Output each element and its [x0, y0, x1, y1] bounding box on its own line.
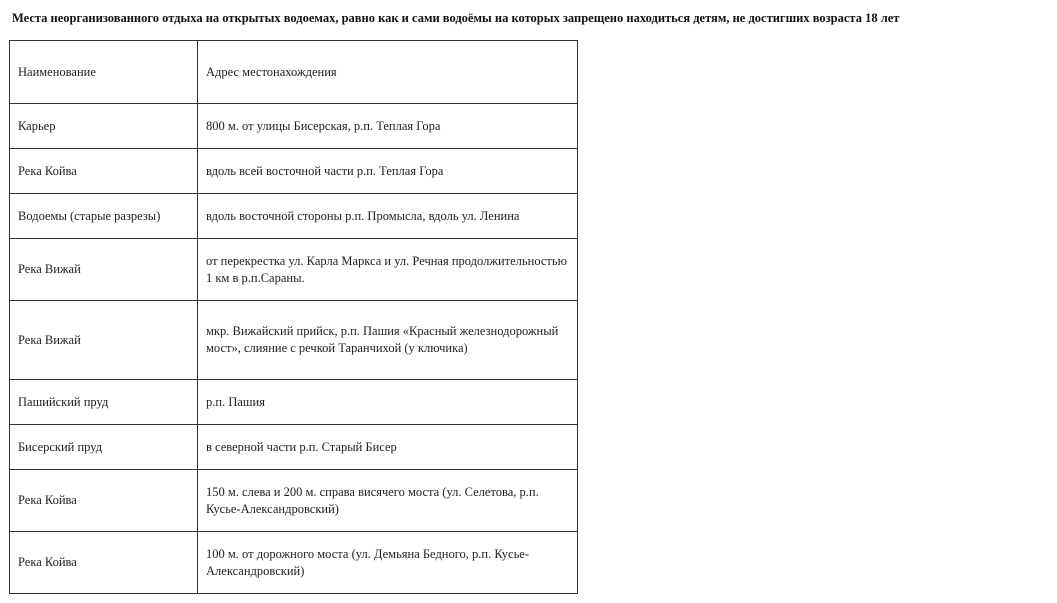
column-header-name: Наименование [10, 41, 198, 104]
row-address-cell: от перекрестка ул. Карла Маркса и ул. Речная продолжительностью 1 км в р.п.Сараны. [198, 239, 578, 301]
row-name-cell: Река Койва [10, 532, 198, 594]
row-name-cell: Река Вижай [10, 301, 198, 380]
row-name-cell: Водоемы (старые разрезы) [10, 194, 198, 239]
row-name-cell: Пашийский пруд [10, 380, 198, 425]
table-row [10, 425, 578, 470]
table-row [10, 301, 578, 380]
table-row [10, 194, 578, 239]
table-row [10, 470, 578, 532]
row-address-cell: 150 м. слева и 200 м. справа висячего моста (ул. Селетова, р.п. Кусье-Александровский) [198, 470, 578, 532]
row-name-cell: Река Койва [10, 470, 198, 532]
row-address-cell: в северной части р.п. Старый Бисер [198, 425, 578, 470]
row-address-cell: 100 м. от дорожного моста (ул. Демьяна Бедного, р.п. Кусье-Александровский) [198, 532, 578, 594]
row-address-cell: р.п. Пашия [198, 380, 578, 425]
table-header-row [10, 41, 578, 104]
column-header-address: Адрес местонахождения [198, 41, 578, 104]
table-row [10, 380, 578, 425]
row-address-cell: вдоль восточной стороны р.п. Промысла, вдоль ул. Ленина [198, 194, 578, 239]
row-name-cell: Бисерский пруд [10, 425, 198, 470]
row-address-cell: мкр. Вижайский прийск, р.п. Пашия «Красный железнодорожный мост», слияние с речкой Таранчихой (у ключика) [198, 301, 578, 380]
table-row [10, 532, 578, 594]
page-title: Места неорганизованного отдыха на открытых водоемах, равно как и сами водоёмы на которых запрещено находиться детям, не достигших возраста 18 лет [12, 11, 900, 25]
water-bodies-table [9, 40, 578, 594]
table-row [10, 104, 578, 149]
table-row [10, 239, 578, 301]
row-address-cell: вдоль всей восточной части р.п. Теплая Гора [198, 149, 578, 194]
table-row [10, 149, 578, 194]
row-name-cell: Река Вижай [10, 239, 198, 301]
row-name-cell: Карьер [10, 104, 198, 149]
row-name-cell: Река Койва [10, 149, 198, 194]
row-address-cell: 800 м. от улицы Бисерская, р.п. Теплая Гора [198, 104, 578, 149]
